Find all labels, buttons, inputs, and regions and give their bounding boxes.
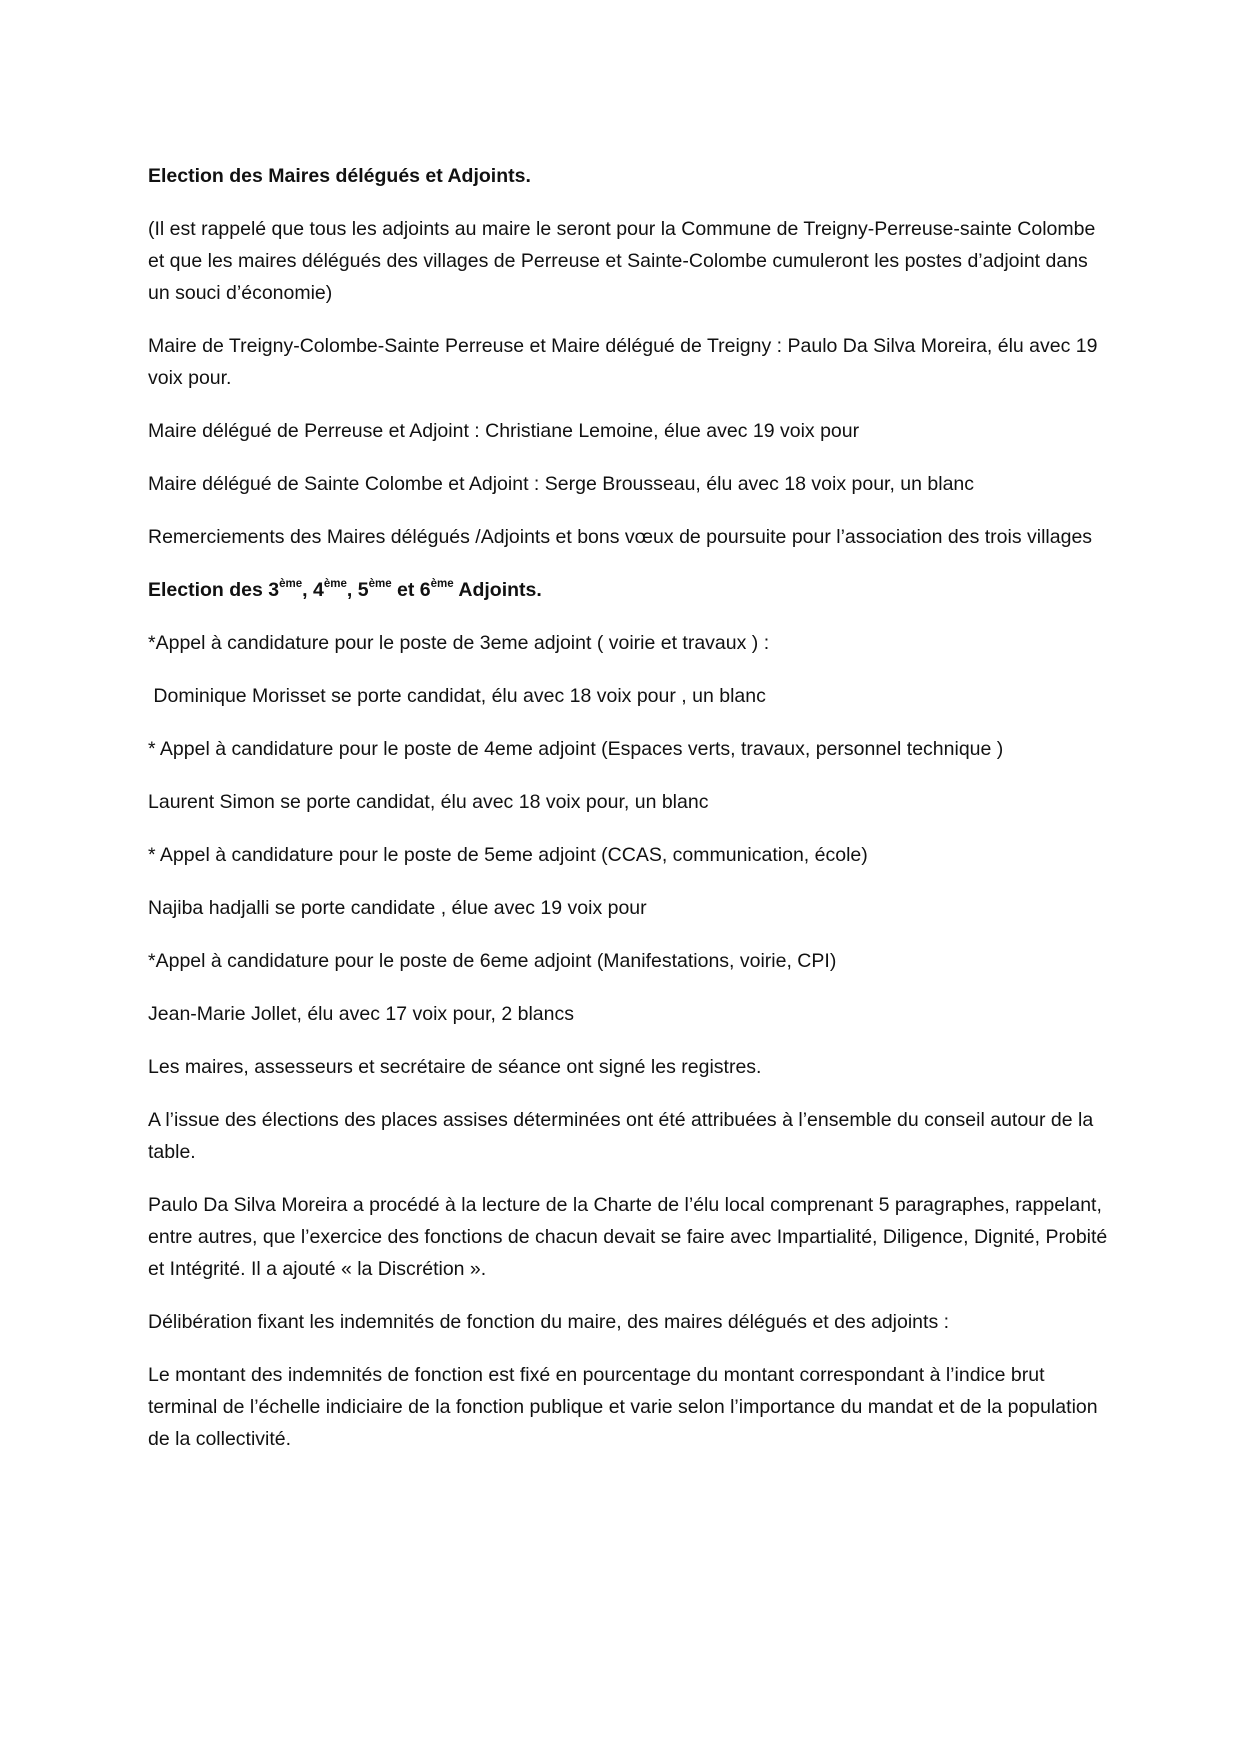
- thanks-paragraph: Remerciements des Maires délégués /Adjoints et bons vœux de poursuite pour l’association des trois villages: [148, 526, 1093, 548]
- heading-suffix: Adjoints.: [453, 579, 542, 601]
- heading-sup-5: ème: [368, 578, 392, 590]
- section-heading-adjoints: [148, 574, 1108, 606]
- call-adjoint-5: * Appel à candidature pour le poste de 5eme adjoint (CCAS, communication, école): [148, 844, 868, 866]
- mayor-election-result: Maire de Treigny-Colombe-Sainte Perreuse et Maire délégué de Treigny : Paulo Da Silva Moreira, élu avec 19 voix pour.: [148, 335, 1098, 389]
- call-adjoint-6: *Appel à candidature pour le poste de 6eme adjoint (Manifestations, voirie, CPI): [148, 950, 837, 972]
- charter-paragraph: Paulo Da Silva Moreira a procédé à la lecture de la Charte de l’élu local comprenant 5 paragraphes, rappelant, entre autres, que l’exercice des fonctions de chacun devait se faire avec Impartialité, Diligence, Dignité, Probité et Intégrité. Il a ajouté « la Discrétion ».: [148, 1194, 1108, 1280]
- heading-sup-3: ème: [279, 578, 303, 590]
- intro-note: (Il est rappelé que tous les adjoints au maire le seront pour la Commune de Treigny-Perreuse-sainte Colombe et que les maires délégués des villages de Perreuse et Sainte-Colombe cumuleront les postes d’adjoint dans un souci d’économie): [148, 218, 1096, 304]
- result-adjoint-5: Najiba hadjalli se porte candidate , élue avec 19 voix pour: [148, 897, 647, 919]
- heading-sup-4: ème: [323, 578, 347, 590]
- result-adjoint-3: Dominique Morisset se porte candidat, élu avec 18 voix pour , un blanc: [148, 685, 766, 707]
- heading-prefix: Election des 3: [148, 579, 280, 601]
- result-adjoint-6: Jean-Marie Jollet, élu avec 17 voix pour, 2 blancs: [148, 1003, 574, 1025]
- call-adjoint-3: *Appel à candidature pour le poste de 3eme adjoint ( voirie et travaux ) :: [148, 632, 770, 654]
- heading-sup-6: ème: [430, 578, 454, 590]
- heading-part-5: , 5: [346, 579, 369, 601]
- perreuse-election-result: Maire délégué de Perreuse et Adjoint : Christiane Lemoine, élue avec 19 voix pour: [148, 420, 860, 442]
- call-adjoint-4: * Appel à candidature pour le poste de 4eme adjoint (Espaces verts, travaux, personnel technique ): [148, 738, 1004, 760]
- seating-paragraph: A l’issue des élections des places assises déterminées ont été attribuées à l’ensemble du conseil autour de la table.: [148, 1109, 1094, 1163]
- heading-part-4: , 4: [302, 579, 324, 601]
- deliberation-paragraph: Délibération fixant les indemnités de fonction du maire, des maires délégués et des adjoints :: [148, 1311, 950, 1333]
- result-adjoint-4: Laurent Simon se porte candidat, élu avec 18 voix pour, un blanc: [148, 791, 709, 813]
- indemnities-paragraph: Le montant des indemnités de fonction est fixé en pourcentage du montant correspondant à l’indice brut terminal de l’échelle indiciaire de la fonction publique et varie selon l’importance du mandat et de la population de la collectivité.: [148, 1364, 1098, 1450]
- registers-paragraph: Les maires, assesseurs et secrétaire de séance ont signé les registres.: [148, 1056, 762, 1078]
- document-page: [148, 160, 1108, 1476]
- section-heading-mayors: Election des Maires délégués et Adjoints.: [148, 165, 531, 187]
- sainte-colombe-election-result: Maire délégué de Sainte Colombe et Adjoint : Serge Brousseau, élu avec 18 voix pour, un blanc: [148, 473, 975, 495]
- heading-part-6: et 6: [391, 579, 431, 601]
